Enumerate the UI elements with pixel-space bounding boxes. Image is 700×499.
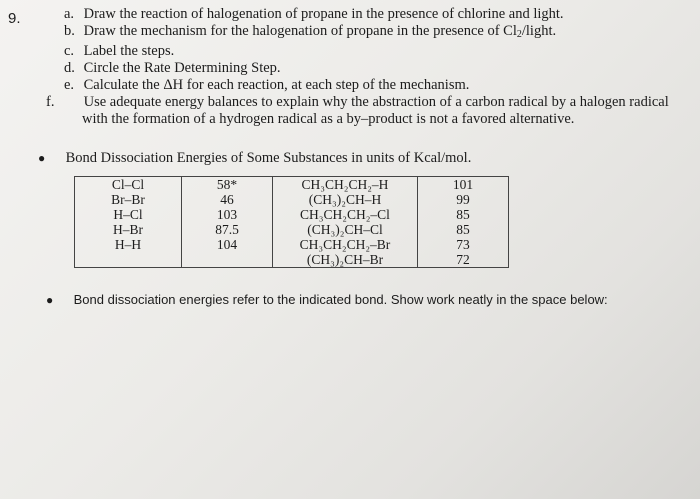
question-item-e (64, 77, 684, 94)
table-cell: 85 (418, 207, 509, 222)
table-cell (75, 252, 182, 268)
table-row (75, 237, 509, 252)
note-bullet (46, 292, 608, 307)
item-letter: f. (46, 94, 55, 110)
table-cell: H–H (75, 237, 182, 252)
table-cell: Cl–Cl (75, 177, 182, 193)
table-cell: 73 (418, 237, 509, 252)
table-cell: 58* (182, 177, 273, 193)
table-cell: CH₃CH₂CH₂–Br (273, 237, 418, 252)
bullet-icon: ● (38, 151, 46, 165)
item-text: Label the steps. (83, 43, 175, 59)
table-cell: 72 (418, 252, 509, 268)
table-row (75, 252, 509, 268)
item-letter: d. (64, 60, 75, 76)
bde-heading (38, 150, 471, 167)
table-cell: 85 (418, 222, 509, 237)
item-text: Draw the mechanism for the halogenation of propane in the presence of $Cl_2$/light. (83, 23, 557, 40)
item-letter: a. (64, 6, 75, 22)
question-item-b (64, 23, 684, 43)
question-items (46, 6, 684, 128)
table-row (75, 177, 509, 193)
table-cell: H–Cl (75, 207, 182, 222)
question-item-f (46, 94, 684, 128)
question-item-a (64, 6, 684, 23)
item-text: Use adequate energy balances to explain why the abstraction of a carbon radical by a halogen radical with the formation of a hydrogen radical as a by–product is not a favored alternative. (82, 94, 669, 127)
table-cell: (CH₃)₂CH–H (273, 192, 418, 207)
item-text: Draw the reaction of halogenation of propane in the presence of chlorine and light. (83, 6, 564, 22)
table-cell: 103 (182, 207, 273, 222)
note-text: Bond dissociation energies refer to the indicated bond. Show work neatly in the space below: (73, 292, 608, 307)
item-letter: b. (64, 23, 75, 39)
table-cell: (CH₃)₂CH–Cl (273, 222, 418, 237)
table-cell: H–Br (75, 222, 182, 237)
table-row (75, 192, 509, 207)
question-number: 9. (8, 10, 21, 27)
table-row (75, 207, 509, 222)
table-cell: CH₃CH₂CH₂–Cl (273, 207, 418, 222)
table-cell: 87.5 (182, 222, 273, 237)
bde-heading-text: Bond Dissociation Energies of Some Substances in units of Kcal/mol. (65, 150, 472, 166)
item-text: Circle the Rate Determining Step. (83, 60, 281, 76)
table-cell: 104 (182, 237, 273, 252)
bond-energy-table (74, 176, 509, 268)
table-cell (182, 252, 273, 268)
table-row (75, 222, 509, 237)
item-letter: e. (64, 77, 75, 93)
table-cell: 101 (418, 177, 509, 193)
question-item-c (64, 43, 684, 60)
bullet-icon: ● (46, 293, 54, 307)
table-cell: 99 (418, 192, 509, 207)
table-cell: CH₃CH₂CH₂–H (273, 177, 418, 193)
table-cell: Br–Br (75, 192, 182, 207)
item-letter: c. (64, 43, 75, 59)
table-cell: 46 (182, 192, 273, 207)
question-item-d (64, 60, 684, 77)
table-cell: (CH₃)₂CH–Br (273, 252, 418, 268)
item-text: Calculate the ΔH for each reaction, at each step of the mechanism. (83, 77, 470, 93)
